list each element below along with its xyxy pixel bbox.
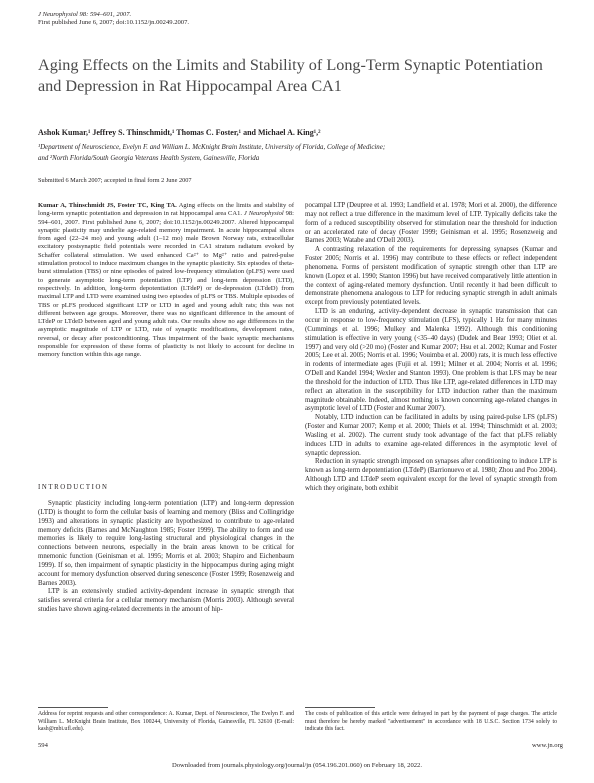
citation-line: J Neurophysiol 98: 594–601, 2007. [38,11,132,18]
submission-dates: Submitted 6 March 2007; accepted in final form 2 June 2007 [38,177,192,184]
abstract-title: Aging effects on the limits and stability of long-term synaptic potentiation and depression in rat hippocampal area CA1. [38,202,294,218]
footnote-rule-right [305,707,375,708]
right-paragraph: LTD is an enduring, activity-dependent decrease in synaptic transmission that can occur in response to low-frequency stimulation (LFS), typically 1 Hz for many minutes (Cummings et al. 1996; Mulkey and Malenka 1992). Although this conditioning stimulation is effective in very young (<35–40 days) (Dudek and Bear 1993; Oliet et al. 1997) and very old (>20 mo) (Foster and Kumar 2007; Hsu et al. 2002; Kumar and Foster 2005; Lee et al. 2005; Norris et al. 1996; Vouimba et al. 2000) rats, it is much less effective in rodents of intermediate ages (Fujii et al. 1991; Milner et al. 2004; Norris et al. 1996; O'Dell and Kandel 1994; Wexler and Stanton 1993). One problem is that LFS may be near the threshold for the induction of LTD. Thus like LTP, age-related differences in LTD may reflect an alteration in the susceptibility for LTD induction rather than the maximum magnitude obtainable. Indeed, almost nothing is known concerning age-related changes in asymptotic level of LTD (Foster and Kumar 2007). [305,308,557,413]
intro-paragraph: Synaptic plasticity including long-term potentiation (LTP) and long-term depression (LTD) is thought to form the cellular basis of learning and memory (Bliss and Collingridge 1993) and alterations in synaptic plasticity are hypothesized to contribute to age-related memory deficits (Barnes and McNaughton 1985; Foster 1999). The ability to form and use memories is likely to require long-lasting structural and physiological changes in the connections between neurons, especially in the brain areas known to be critical for mnemonic function (Geinisman et al. 1995; Morris et al. 2003; Shapiro and Eichenbaum 1999). If so, then impairment of synaptic plasticity in the hippocampus during aging might account for memory dysfunction observed during senescence (Foster 1999; Rosenzweig and Barnes 2003). [38,500,294,587]
page-number: 594 [38,742,48,749]
abstract-authors: Kumar A, Thinschmidt JS, Foster TC, King TA. [38,202,177,209]
abstract-body: 98: 594–601, 2007. First published June 6, 2007; doi:10.1152/jn.00249.2007. Altered hippocampal synaptic plasticity may underlie age-related memory impairment. In acute hippocampal slices from aged (22–24 mo) and young adult (1–12 mo) male Brown Norway rats, extracellular excitatory postsynaptic field potentials were recorded in CA1 stratum radiatum evoked by Schaffer collateral stimulation. We used enhanced Ca²⁺ to Mg²⁺ ratio and paired-pulse stimulation protocol to induce maximum changes in the synaptic plasticity. Six episodes of theta-burst stimulation (TBS) or nine episodes of paired low-frequency stimulation (pLFS) were used to generate asymptotic long-term potentiation (LTP) and long-term depression (LTD), respectively. In addition, long-term depotentiation (LTdeP) or de-depression (LTdeD) from maximal LTP and LTD were examined using two episodes of pLFS or TBS. Multiple episodes of TBS or pLFS produced significant LTP or LTD in aged and young adult rats; this was not different between age groups. Moreover, there was no significant difference in the amount of LTdeP or LTdeD between aged and young adult rats. Our results show no age differences in the asymptotic magnitude of LTP or LTD, rate of synaptic modifications, development rates, reversal, or decay after postconditioning. Thus impairment of the basic synaptic mechanisms responsible for expression of these forms of plasticity is not likely to account for decline in memory function within this age range. [38,210,294,359]
right-column [305,202,557,494]
section-heading-introduction: INTRODUCTION [38,484,109,491]
right-paragraph: A contrasting relaxation of the requirements for depressing synapses (Kumar and Foster 2005; Norris et al. 1996) may contribute to these effects or reflect independent phenomena. Forms of persistent modification of synaptic strength other than LTP are known (Lopez et al. 1990; Stanton 1996) but have received comparatively little attention in the context of aging-related memory dysfunction. Until recently it had been difficult to demonstrate phenomena analogous to LTP for reducing synaptic strength in adult animals except from previously potentiated levels. [305,246,557,307]
abstract-text [38,202,294,360]
right-paragraph: pocampal LTP (Deupree et al. 1993; Landfield et al. 1978; Mori et al. 2000), the difference may not reflect a true difference in the maximum level of LTP. Typically deficits take the form of a reduced susceptibility observed for stimulation near the threshold for induction or an accelerated rate of decay (Foster 1999; Geinisman et al. 1995; Rosenzweig and Barnes 2003; Watabe and O'Dell 2003). [305,202,557,245]
footnote-correspondence: Address for reprint requests and other correspondence: A. Kumar, Dept. of Neuroscience, The Evelyn F. and William L. McKnight Brain Institute, Box 100244, University of Florida, Gainesville, FL 32610 (E-mail: kash@mbi.ufl.edu). [38,711,294,732]
author-list: Ashok Kumar,¹ Jeffrey S. Thinschmidt,¹ Thomas C. Foster,¹ and Michael A. King¹,² [38,128,321,137]
right-paragraph: Notably, LTD induction can be facilitated in adults by using paired-pulse LFS (pLFS) (Foster and Kumar 2007; Kemp et al. 2000; Thiels et al. 1994; Thinschmidt et al. 2003; Wasling et al. 2002). The current study took advantage of the fact that pLFS reliably induces LTD in adults to examine age-related differences in the asymptotic level of synaptic depression. [305,414,557,457]
introduction-column [38,500,294,615]
abstract-journal: J Neurophysiol [242,210,284,218]
affiliations [38,142,558,164]
article-title: Aging Effects on the Limits and Stability of Long-Term Synaptic Potentiation and Depression in Rat Hippocampal Area CA1 [38,56,543,95]
footnote-page-charges: The costs of publication of this article were defrayed in part by the payment of page charges. The article must therefore be hereby marked "advertisement" in accordance with 18 U.S.C. Section 1734 solely to indicate this fact. [305,711,557,732]
affiliation-2: and ²North Florida/South Georgia Veterans Health System, Gainesville, Florida [38,155,260,163]
published-line: First published June 6, 2007; doi:10.1152/jn.00249.2007. [38,19,190,27]
journal-header [38,11,189,28]
abstract [38,202,294,360]
footnote-rule-left [38,707,108,708]
download-notice: Downloaded from journals.physiology.org/journal/jn (054.196.201.060) on February 18, 2022. [172,762,422,769]
right-paragraph: Reduction in synaptic strength imposed on synapses after conditioning to induce LTP is known as long-term depotentiation (LTdeP) (Barrionuevo et al. 1980; Zhou and Poo 2004). Although LTD and LTdeP seem equivalent except for the level of synaptic strength from which they originate, both exhibit [305,458,557,492]
intro-paragraph: LTP is an extensively studied activity-dependent increase in synaptic strength that satisfies several criteria for a cellular memory mechanism (Morris 2003). Although several studies have shown aging-related decrements in the amount of hip- [38,588,294,614]
journal-website: www.jn.org [532,742,563,749]
affiliation-1: ¹Department of Neuroscience, Evelyn F. and William L. McKnight Brain Institute, University of Florida, College of Medicine; [38,144,386,151]
